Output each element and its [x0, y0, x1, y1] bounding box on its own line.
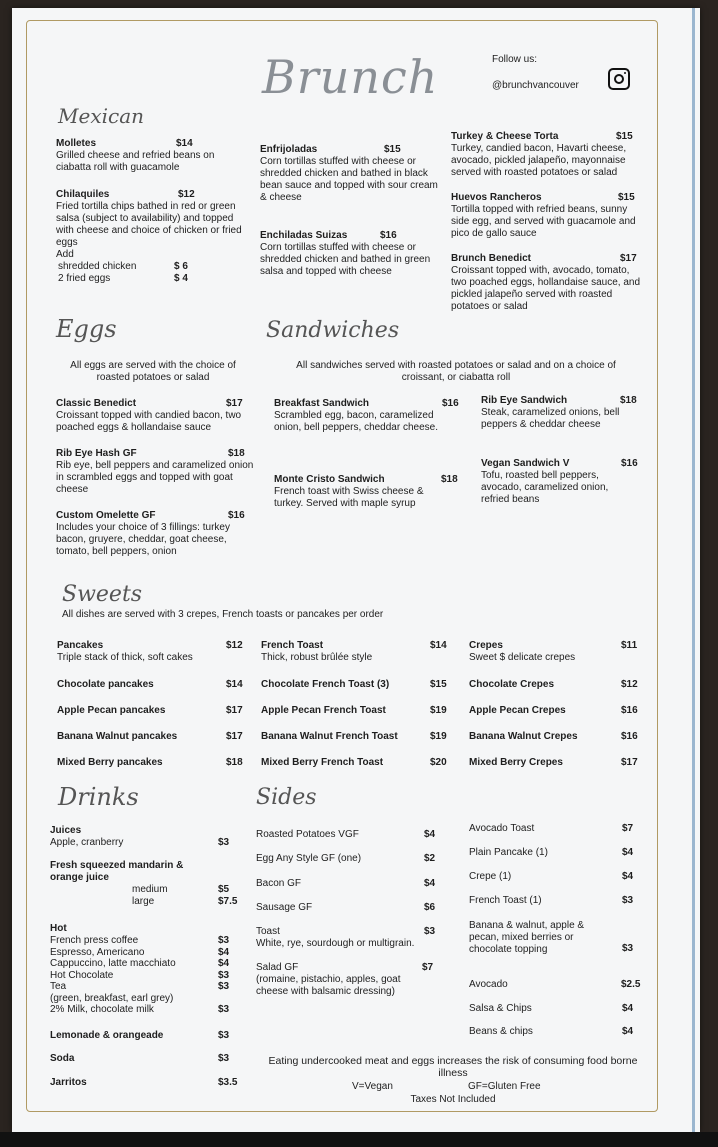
side-price: $2	[424, 853, 436, 864]
item-name: Enchiladas Suizas	[260, 230, 348, 241]
item-desc: Tortilla topped with refried beans, sunny side egg, and served with guacamole and pico de gallo sauce	[451, 204, 636, 239]
item-name: Huevos Rancheros	[451, 192, 542, 203]
item-desc: Fried tortilla chips bathed in red or green salsa (subject to availability) and topped with cheese and choice of chicken or fried eggs	[56, 201, 242, 248]
item-desc: Tofu, roasted bell peppers, avocado, caramelized onion, refried beans	[481, 470, 609, 505]
item-desc: Includes your choice of 3 fillings: turkey bacon, gruyere, cheddar, goat cheese, tomato, bell peppers, onion	[56, 522, 230, 557]
item-name: Breakfast Sandwich	[274, 398, 370, 409]
sweet-name: Chocolate pancakes	[57, 679, 154, 690]
add-option: 2 fried eggs	[58, 273, 111, 284]
sweet-desc: Thick, robust brûlée style	[261, 652, 373, 663]
item-price: $14	[176, 138, 193, 149]
sweets-note: All dishes are served with 3 crepes, French toasts or pancakes per order	[62, 609, 384, 620]
drink-price: $3	[218, 1030, 230, 1041]
sweet-name: Crepes	[469, 640, 503, 651]
sweet-price: $12	[621, 679, 638, 690]
sweet-name: Chocolate French Toast (3)	[261, 679, 390, 690]
instagram-icon[interactable]	[608, 68, 630, 90]
sweet-price: $17	[226, 705, 243, 716]
item-price: $15	[618, 192, 635, 203]
side-name: Salsa & Chips	[469, 1003, 532, 1014]
side-price: $4	[622, 1026, 634, 1037]
item-desc: Rib eye, bell peppers and caramelized onion in scrambled eggs and topped with goat cheese	[56, 460, 254, 495]
side-price: $3	[622, 895, 634, 906]
hot-drink-name: Tea	[50, 981, 67, 992]
item-name: Monte Cristo Sandwich	[274, 474, 385, 485]
item-price: $18	[441, 474, 458, 485]
taxes-note: Taxes Not Included	[410, 1094, 496, 1105]
sweet-price: $19	[430, 731, 447, 742]
item-desc: Corn tortillas stuffed with cheese or shredded chicken and bathed in black bean sauce and topped with sour cream & cheese	[260, 156, 438, 203]
side-name: Beans & chips	[469, 1026, 533, 1037]
item-desc: Croissant topped with, avocado, tomato, two poached eggs, hollandaise sauce, and pickled jalapeño served with roasted potatoes or salad	[451, 265, 641, 312]
size-medium: medium	[132, 884, 168, 895]
section-mexican: Mexican	[58, 104, 144, 128]
item-name: Brunch Benedict	[451, 253, 532, 264]
side-name: Plain Pancake (1)	[469, 847, 548, 858]
side-name: Salad GF	[256, 962, 299, 973]
hot-drink-price: $3	[218, 935, 230, 946]
eggs-note: All eggs are served with the choice of roasted potatoes or salad	[70, 360, 236, 383]
item-price: $12	[178, 189, 195, 200]
item-price: $15	[384, 144, 401, 155]
juices-price: $3	[218, 837, 230, 848]
sweet-price: $18	[226, 757, 243, 768]
item-name: Molletes	[56, 138, 97, 149]
hot-drink-name: French press coffee	[50, 935, 139, 946]
item-desc: Corn tortillas stuffed with cheese or shredded chicken and bathed in green salsa and topped with cheese	[260, 242, 431, 277]
hot-drink-name: 2% Milk, chocolate milk	[50, 1004, 154, 1015]
item-price: $16	[621, 458, 638, 469]
sweet-price: $20	[430, 757, 447, 768]
section-sandwiches: Sandwiches	[266, 318, 400, 343]
add-label: Add	[56, 249, 74, 260]
side-name: French Toast (1)	[469, 895, 542, 906]
item-price: $18	[228, 448, 245, 459]
juices-desc: Apple, cranberry	[50, 837, 124, 848]
item-desc: Grilled cheese and refried beans on ciabatta roll with guacamole	[56, 150, 215, 173]
follow-label: Follow us:	[492, 54, 538, 65]
drink-price: $3.5	[218, 1077, 238, 1088]
sweet-name: Apple Pecan pancakes	[57, 705, 166, 716]
item-price: $15	[616, 131, 633, 142]
hot-drink-name: Espresso, Americano	[50, 946, 145, 958]
drink-name: Jarritos	[50, 1077, 87, 1088]
sweet-price: $19	[430, 705, 447, 716]
hot-drink-price: $3	[218, 1004, 230, 1015]
sweet-price: $17	[226, 731, 243, 742]
item-desc: Turkey, candied bacon, Havarti cheese, avocado, pickled jalapeño, mayonnaise served with roasted potatoes or salad	[451, 143, 627, 178]
hot-drink-name: Cappuccino, latte macchiato	[50, 958, 176, 969]
item-price: $16	[228, 510, 245, 521]
instagram-handle[interactable]: @brunchvancouver	[492, 80, 579, 91]
drink-name: Soda	[50, 1053, 75, 1064]
sweet-name: Mixed Berry Crepes	[469, 757, 563, 768]
side-price: $6	[424, 902, 436, 913]
side-name: Egg Any Style GF (one)	[256, 853, 362, 864]
item-price: $16	[380, 230, 397, 241]
drink-price: $3	[218, 1053, 230, 1064]
item-name: Classic Benedict	[56, 398, 137, 409]
medium-price: $5	[218, 884, 230, 895]
item-name: Turkey & Cheese Torta	[451, 131, 559, 142]
mandarin-label: Fresh squeezed mandarin & orange juice	[50, 860, 184, 883]
item-price: $18	[620, 395, 637, 406]
menu-title: Brunch	[262, 50, 439, 104]
sweet-price: $14	[226, 679, 243, 690]
sweet-name: French Toast	[261, 640, 324, 651]
sweet-name: Banana Walnut Crepes	[469, 731, 578, 742]
side-name: Avocado	[469, 979, 508, 990]
item-desc: Scrambled egg, bacon, caramelized onion, bell peppers, cheddar cheese.	[274, 410, 439, 433]
sweet-price: $16	[621, 731, 638, 742]
vegan-legend: V=Vegan	[352, 1081, 393, 1092]
hot-drink-price: $4	[218, 958, 230, 969]
hot-drink-price: $3	[218, 981, 230, 992]
side-name: Bacon GF	[256, 878, 302, 889]
item-name: Chilaquiles	[56, 189, 110, 200]
sweet-name: Banana Walnut pancakes	[57, 731, 178, 742]
sweet-name: Pancakes	[57, 640, 104, 651]
sweet-name: Banana Walnut French Toast	[261, 731, 398, 742]
item-desc: Croissant topped with candied bacon, two poached eggs & hollandaise sauce	[56, 410, 242, 433]
side-price: $4	[424, 878, 436, 889]
side-desc: White, rye, sourdough or multigrain.	[256, 938, 415, 949]
sweet-price: $15	[430, 679, 447, 690]
section-sides: Sides	[256, 785, 317, 810]
hot-drink-name: Hot Chocolate	[50, 969, 114, 981]
side-price: $2.5	[621, 979, 641, 990]
side-price: $4	[622, 1003, 634, 1014]
add-price: $ 6	[174, 261, 188, 272]
hot-label: Hot	[50, 923, 67, 934]
sweet-price: $14	[430, 640, 447, 651]
side-price: $7	[422, 962, 434, 973]
sweet-name: Apple Pecan Crepes	[469, 705, 566, 716]
sweet-name: Apple Pecan French Toast	[261, 705, 386, 716]
item-price: $16	[442, 398, 459, 409]
hot-drink-name: (green, breakfast, earl grey)	[50, 992, 174, 1004]
side-name: Crepe (1)	[469, 871, 512, 882]
large-price: $7.5	[218, 896, 238, 907]
sweet-desc: Sweet $ delicate crepes	[469, 652, 576, 663]
food-warning: Eating undercooked meat and eggs increases the risk of consuming food borne illness	[268, 1055, 638, 1079]
hot-drink-price: $3	[218, 969, 230, 981]
sweet-price: $11	[621, 640, 638, 651]
item-name: Enfrijoladas	[260, 144, 318, 155]
sweet-price: $12	[226, 640, 243, 651]
item-desc: French toast with Swiss cheese & turkey. Served with maple syrup	[274, 486, 424, 509]
add-price: $ 4	[174, 273, 188, 284]
item-desc: Steak, caramelized onions, bell peppers & cheddar cheese	[481, 407, 620, 430]
item-price: $17	[620, 253, 637, 264]
side-desc: (romaine, pistachio, apples, goat cheese with balsamic dressing)	[256, 974, 401, 997]
add-option: shredded chicken	[58, 261, 137, 272]
gf-legend: GF=Gluten Free	[468, 1081, 541, 1092]
size-large: large	[132, 896, 155, 907]
side-name: Avocado Toast	[469, 823, 535, 834]
item-name: Rib Eye Hash GF	[56, 448, 137, 459]
section-drinks: Drinks	[58, 783, 139, 811]
sweet-name: Chocolate Crepes	[469, 679, 555, 690]
sweet-price: $17	[621, 757, 638, 768]
section-eggs: Eggs	[56, 315, 117, 343]
side-price: $4	[424, 829, 436, 840]
item-price: $17	[226, 398, 243, 409]
sweet-desc: Triple stack of thick, soft cakes	[57, 652, 193, 663]
sweet-price: $16	[621, 705, 638, 716]
hot-drink-price: $4	[218, 946, 230, 958]
side-name: Toast	[256, 926, 280, 937]
side-price: $3	[424, 926, 436, 937]
side-name: Banana & walnut, apple & pecan, mixed berries or chocolate topping	[469, 920, 585, 955]
sweet-name: Mixed Berry French Toast	[261, 757, 384, 768]
side-price: $3	[622, 943, 634, 954]
sandwiches-note: All sandwiches served with roasted potatoes or salad and on a choice of croissant, or ciabatta roll	[296, 360, 616, 383]
side-name: Sausage GF	[256, 902, 313, 913]
edge-line	[692, 8, 695, 1132]
side-price: $7	[622, 823, 634, 834]
item-name: Vegan Sandwich V	[481, 458, 570, 469]
item-name: Custom Omelette GF	[56, 510, 156, 521]
background-bottom	[0, 1132, 718, 1147]
drink-name: Lemonade & orangeade	[50, 1030, 164, 1041]
section-sweets: Sweets	[62, 582, 143, 607]
item-name: Rib Eye Sandwich	[481, 395, 568, 406]
side-name: Roasted Potatoes VGF	[256, 829, 359, 840]
juices-label: Juices	[50, 825, 82, 836]
side-price: $4	[622, 871, 634, 882]
sweet-name: Mixed Berry pancakes	[57, 757, 163, 768]
side-price: $4	[622, 847, 634, 858]
